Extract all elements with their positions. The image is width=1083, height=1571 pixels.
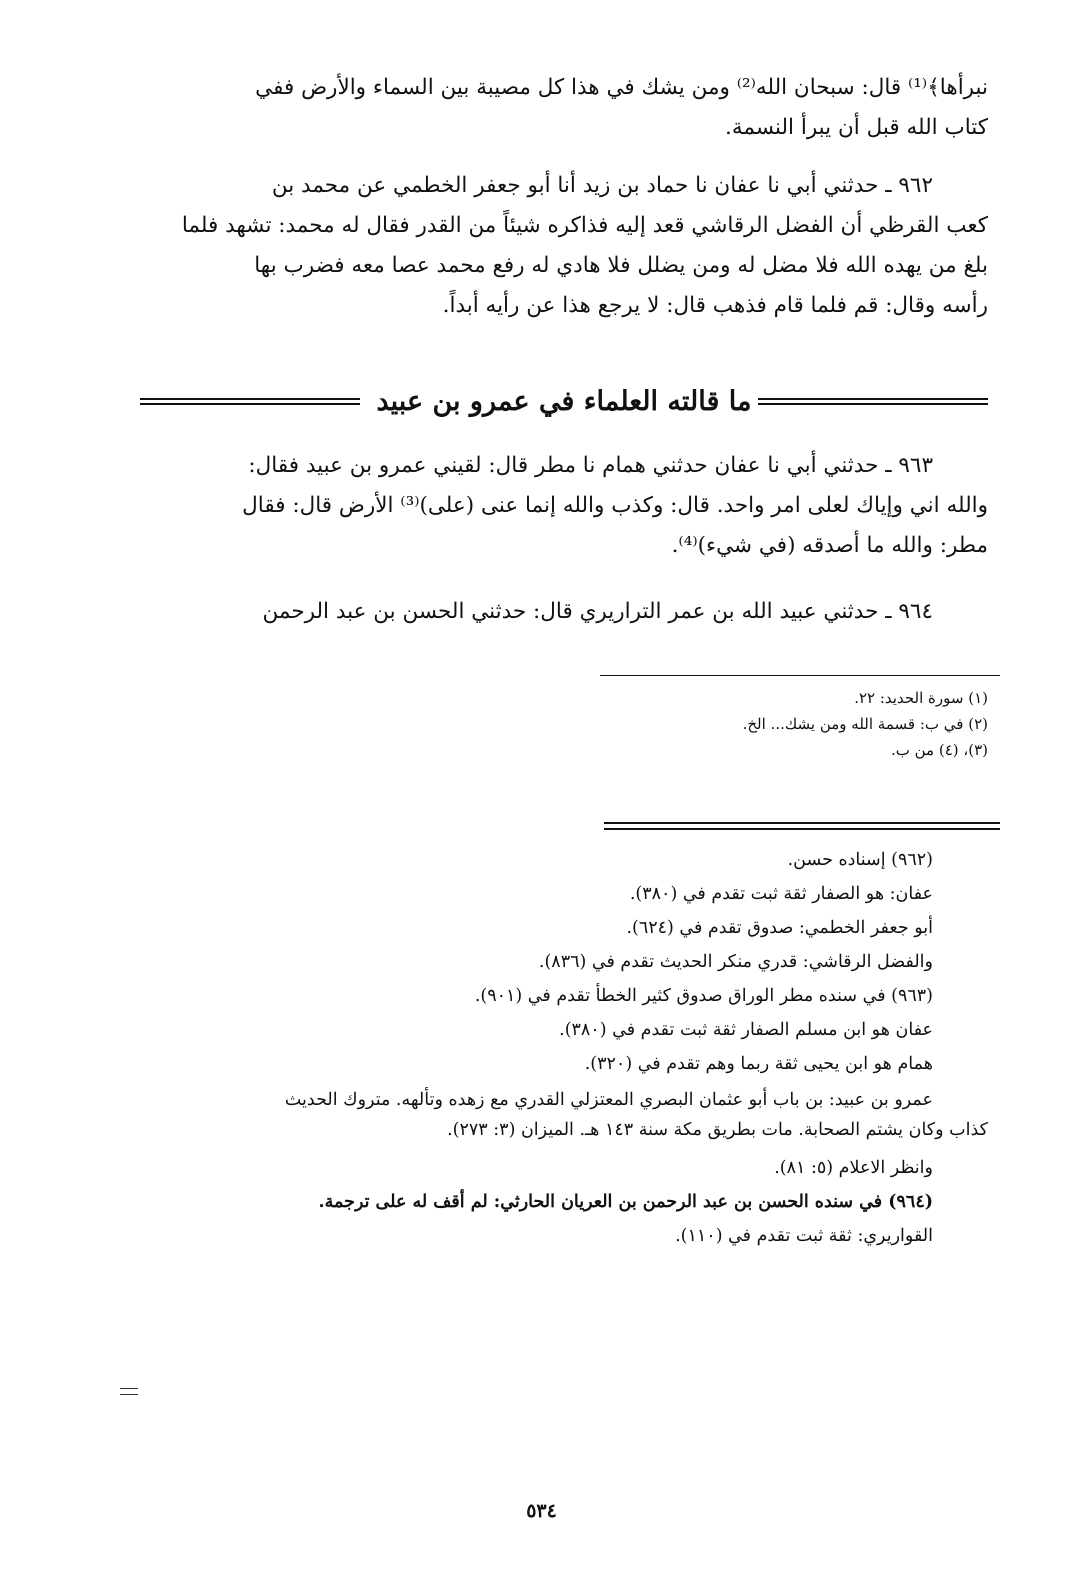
commentary-line: عمرو بن عبيد: بن باب أبو عثمان البصري المعتزلي القدري مع زهده وتألهه. متروك الحديث	[284, 1090, 933, 1110]
text-line: نبرأها﴾⁽¹⁾ قال: سبحان الله⁽²⁾ ومن يشك في هذا كل مصيبة بين السماء والأرض ففي	[255, 75, 988, 100]
commentary-line: والفضل الرقاشي: قدري منكر الحديث تقدم في (٨٣٦).	[538, 952, 933, 972]
margin-mark	[120, 1388, 138, 1395]
commentary-rule	[604, 822, 1000, 830]
verse-continuation	[140, 68, 988, 148]
page-number: ٥٣٤	[526, 1500, 557, 1522]
commentary-line: القواريري: ثقة ثبت تقدم في (١١٠).	[675, 1226, 933, 1246]
commentary-line: همام هو ابن يحيى ثقة ربما وهم تقدم في (٣٢٠).	[584, 1054, 933, 1074]
commentary-line: كذاب وكان يشتم الصحابة. مات بطريق مكة سنة ١٤٣ هـ. الميزان (٣: ٢٧٣).	[447, 1120, 988, 1140]
text-line: والله اني وإياك لعلى امر واحد. قال: وكذب والله إنما عنى (على)⁽³⁾ الأرض قال: فقال	[242, 493, 988, 518]
section-heading	[140, 380, 988, 424]
text-line: ٩٦٣ ـ حدثني أبي نا عفان حدثني همام نا مطر قال: لقيني عمرو بن عبيد فقال:	[248, 453, 933, 478]
text-line: ٩٦٤ ـ حدثني عبيد الله بن عمر التراريري قال: حدثني الحسن بن عبد الرحمن	[262, 599, 933, 624]
heading-rule-right	[758, 398, 988, 405]
text-line: ٩٦٢ ـ حدثني أبي نا عفان نا حماد بن زيد أنا أبو جعفر الخطمي عن محمد بن	[271, 173, 933, 198]
commentary-line: عفان: هو الصفار ثقة ثبت تقدم في (٣٨٠).	[629, 884, 933, 904]
commentary	[140, 843, 988, 1253]
commentary-line: (٩٦٣) في سنده مطر الوراق صدوق كثير الخطأ تقدم في (٩٠١).	[474, 986, 933, 1006]
hadith-963	[140, 446, 988, 566]
text-line: بلغ من يهده الله فلا مضل له ومن يضلل فلا هادي له رفع محمد عصا معه فضرب بها	[254, 253, 988, 278]
text-line: مطر: والله ما أصدقه (في شيء)⁽⁴⁾.	[671, 533, 988, 558]
commentary-line: (٩٦٢) إسناده حسن.	[787, 850, 933, 870]
footnote: (١) سورة الحديد: ٢٢.	[854, 689, 988, 707]
footnotes	[488, 685, 988, 763]
footnote-rule	[600, 675, 1000, 676]
hadith-964	[140, 592, 988, 632]
hadith-962	[140, 166, 988, 326]
commentary-line: وانظر الاعلام (٥: ٨١).	[774, 1158, 933, 1178]
heading-rule-left	[140, 398, 360, 405]
commentary-line: أبو جعفر الخطمي: صدوق تقدم في (٦٢٤).	[626, 918, 933, 938]
footnote: (٢) في ب: قسمة الله ومن يشك... الخ.	[742, 715, 988, 733]
commentary-line: (٩٦٤) في سنده الحسن بن عبد الرحمن بن العريان الحارثي: لم أقف له على ترجمة.	[318, 1192, 933, 1212]
text-line: كعب القرظي أن الفضل الرقاشي قعد إليه فذاكره شيئاً من القدر فقال له محمد: تشهد فلما	[181, 213, 988, 238]
footnote: (٣)، (٤) من ب.	[890, 741, 988, 759]
text-line: كتاب الله قبل أن يبرأ النسمة.	[725, 115, 988, 140]
text-line: رأسه وقال: قم فلما قام فذهب قال: لا يرجع هذا عن رأيه أبداً.	[442, 293, 988, 318]
commentary-line: عفان هو ابن مسلم الصفار ثقة ثبت تقدم في (٣٨٠).	[559, 1020, 933, 1040]
section-title: ما قالته العلماء في عمرو بن عبيد	[376, 386, 752, 417]
